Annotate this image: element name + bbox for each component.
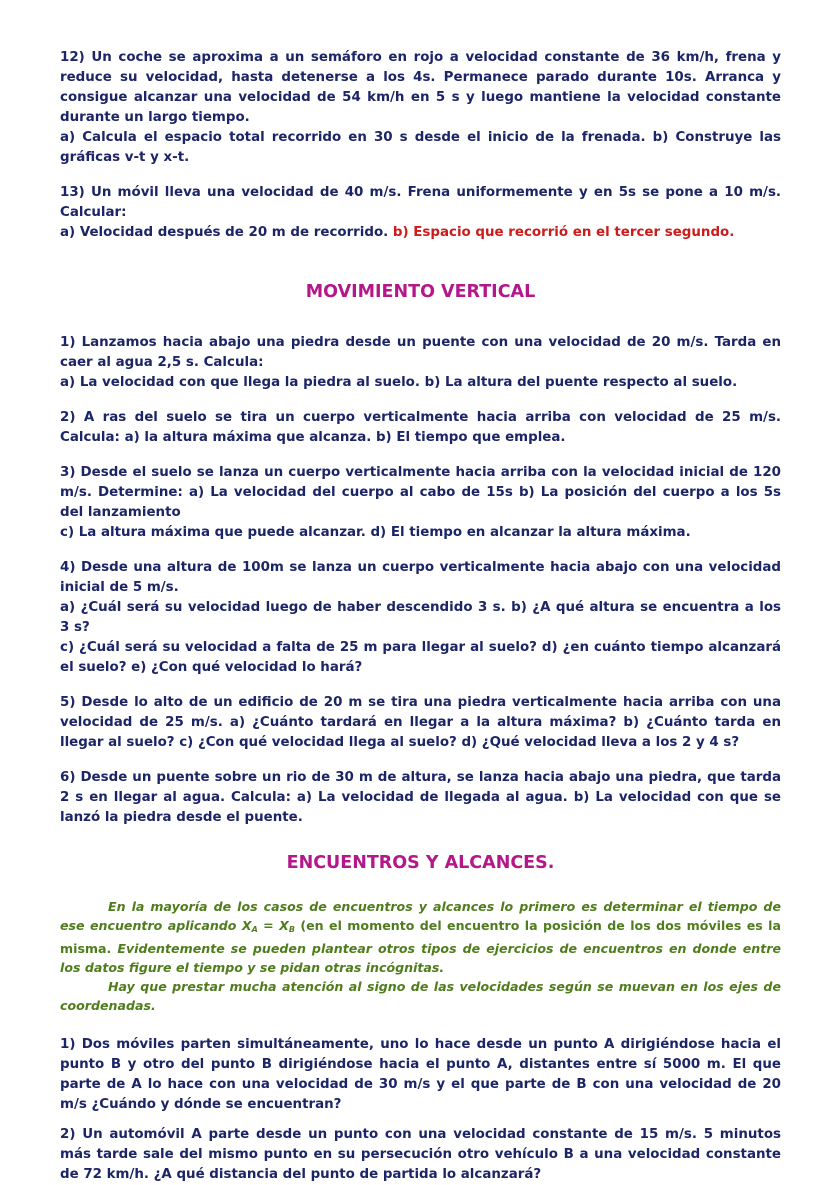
section-title-encuentros: ENCUENTROS Y ALCANCES. <box>286 853 555 873</box>
formula-xa: $X_A$ <box>241 918 258 934</box>
problem-13-questions: a) Velocidad después de 20 m de recorrido. b) Espacio que recorrió en el tercer segundo. <box>60 225 735 240</box>
encuentros-problem-1: 1) Dos móviles parten simultáneamente, uno lo hace desde un punto A dirigiéndose hacia el punto B y otro del punto B dirigiéndose hacia el punto A, distantes entre sí 5000 m. El que parte de A lo hace con una velocidad de 30 m/s y el que parte de B con una velocidad de 20 m/s ¿Cuándo y dónde se encuentran? <box>60 1037 781 1112</box>
vertical-problem-4-questions-cde: c) ¿Cuál será su velocidad a falta de 25 m para llegar al suelo? d) ¿en cuánto tiempo alcanzará el suelo? e) ¿Con qué velocidad lo hará? <box>60 640 781 675</box>
vertical-problem-5: 5) Desde lo alto de un edificio de 20 m se tira una piedra verticalmente hacia arriba con una velocidad de 25 m/s. a) ¿Cuánto tardará en llegar a la altura máxima? b) ¿Cuánto tarda en llegar al suelo? c) ¿Con qué velocidad llega al suelo? d) ¿Qué velocidad lleva a los 2 y 4 s? <box>60 695 781 750</box>
document-page <box>60 48 781 1185</box>
vertical-problem-1-statement: 1) Lanzamos hacia abajo una piedra desde un puente con una velocidad de 20 m/s. Tarda en caer al agua 2,5 s. Calcula: <box>60 335 781 370</box>
vertical-problem-6: 6) Desde un puente sobre un rio de 30 m de altura, se lanza hacia abajo una piedra, que tarda 2 s en llegar al agua. Calcula: a) La velocidad de llegada al agua. b) La velocidad con que se lanzó la piedra desde el puente. <box>60 770 781 825</box>
encuentros-sign-note: Hay que prestar mucha atención al signo de las velocidades según se muevan en los ejes de coordenadas. <box>60 979 781 1013</box>
vertical-problem-4-statement: 4) Desde una altura de 100m se lanza un cuerpo verticalmente hacia abajo con una velocidad inicial de 5 m/s. <box>60 560 781 595</box>
problem-13-statement: 13) Un móvil lleva una velocidad de 40 m/s. Frena uniformemente y en 5s se pone a 10 m/s. Calcular: <box>60 185 781 220</box>
encuentros-problem-2: 2) Un automóvil A parte desde un punto con una velocidad constante de 15 m/s. 5 minutos más tarde sale del mismo punto en su persecución otro vehículo B a una velocidad constante de 72 km/h. ¿A qué distancia del punto de partida lo alcanzará? <box>60 1127 781 1182</box>
vertical-problem-3-statement: 3) Desde el suelo se lanza un cuerpo verticalmente hacia arriba con la velocidad inicial de 120 m/s. Determine: a) La velocidad del cuerpo al cabo de 15s b) La posición del cuerpo a los 5s del lanzamiento <box>60 465 781 520</box>
problem-12-questions: a) Calcula el espacio total recorrido en 30 s desde el inicio de la frenada. b) Construye las gráficas v-t y x-t. <box>60 130 781 165</box>
section-title-vertical: MOVIMIENTO VERTICAL <box>305 282 536 302</box>
problem-12-statement: 12) Un coche se aproxima a un semáforo en rojo a velocidad constante de 36 km/h, frena y reduce su velocidad, hasta detenerse a los 4s. Permanece parado durante 10s. Arranca y consigue alcanzar una velocidad de 54 km/h en 5 s y luego mantiene la velocidad constante durante un largo tiempo. <box>60 50 781 125</box>
problem-13-highlight: b) Espacio que recorrió en el tercer segundo. <box>392 225 735 240</box>
vertical-problem-4-questions-ab: a) ¿Cuál será su velocidad luego de haber descendido 3 s. b) ¿A qué altura se encuentra a los 3 s? <box>60 600 781 635</box>
vertical-problem-3-questions: c) La altura máxima que puede alcanzar. d) El tiempo en alcanzar la altura máxima. <box>60 525 691 540</box>
encuentros-intro-note: En la mayoría de los casos de encuentros y alcances lo primero es determinar el tiempo de ese encuentro aplicando $X_A = X_B$ (en el momento del encuentro la posición de los dos móviles es la misma. Evidentemente se pueden plantear otros tipos de ejercicios de encuentros en donde entre los datos figure el tiempo y se pidan otras incógnitas. <box>60 899 781 975</box>
vertical-problem-2: 2) A ras del suelo se tira un cuerpo verticalmente hacia arriba con velocidad de 25 m/s. Calcula: a) la altura máxima que alcanza. b) El tiempo que emplea. <box>60 410 781 445</box>
formula-xb: $X_B$ <box>279 918 295 934</box>
vertical-problem-1-questions: a) La velocidad con que llega la piedra al suelo. b) La altura del puente respecto al suelo. <box>60 375 738 390</box>
